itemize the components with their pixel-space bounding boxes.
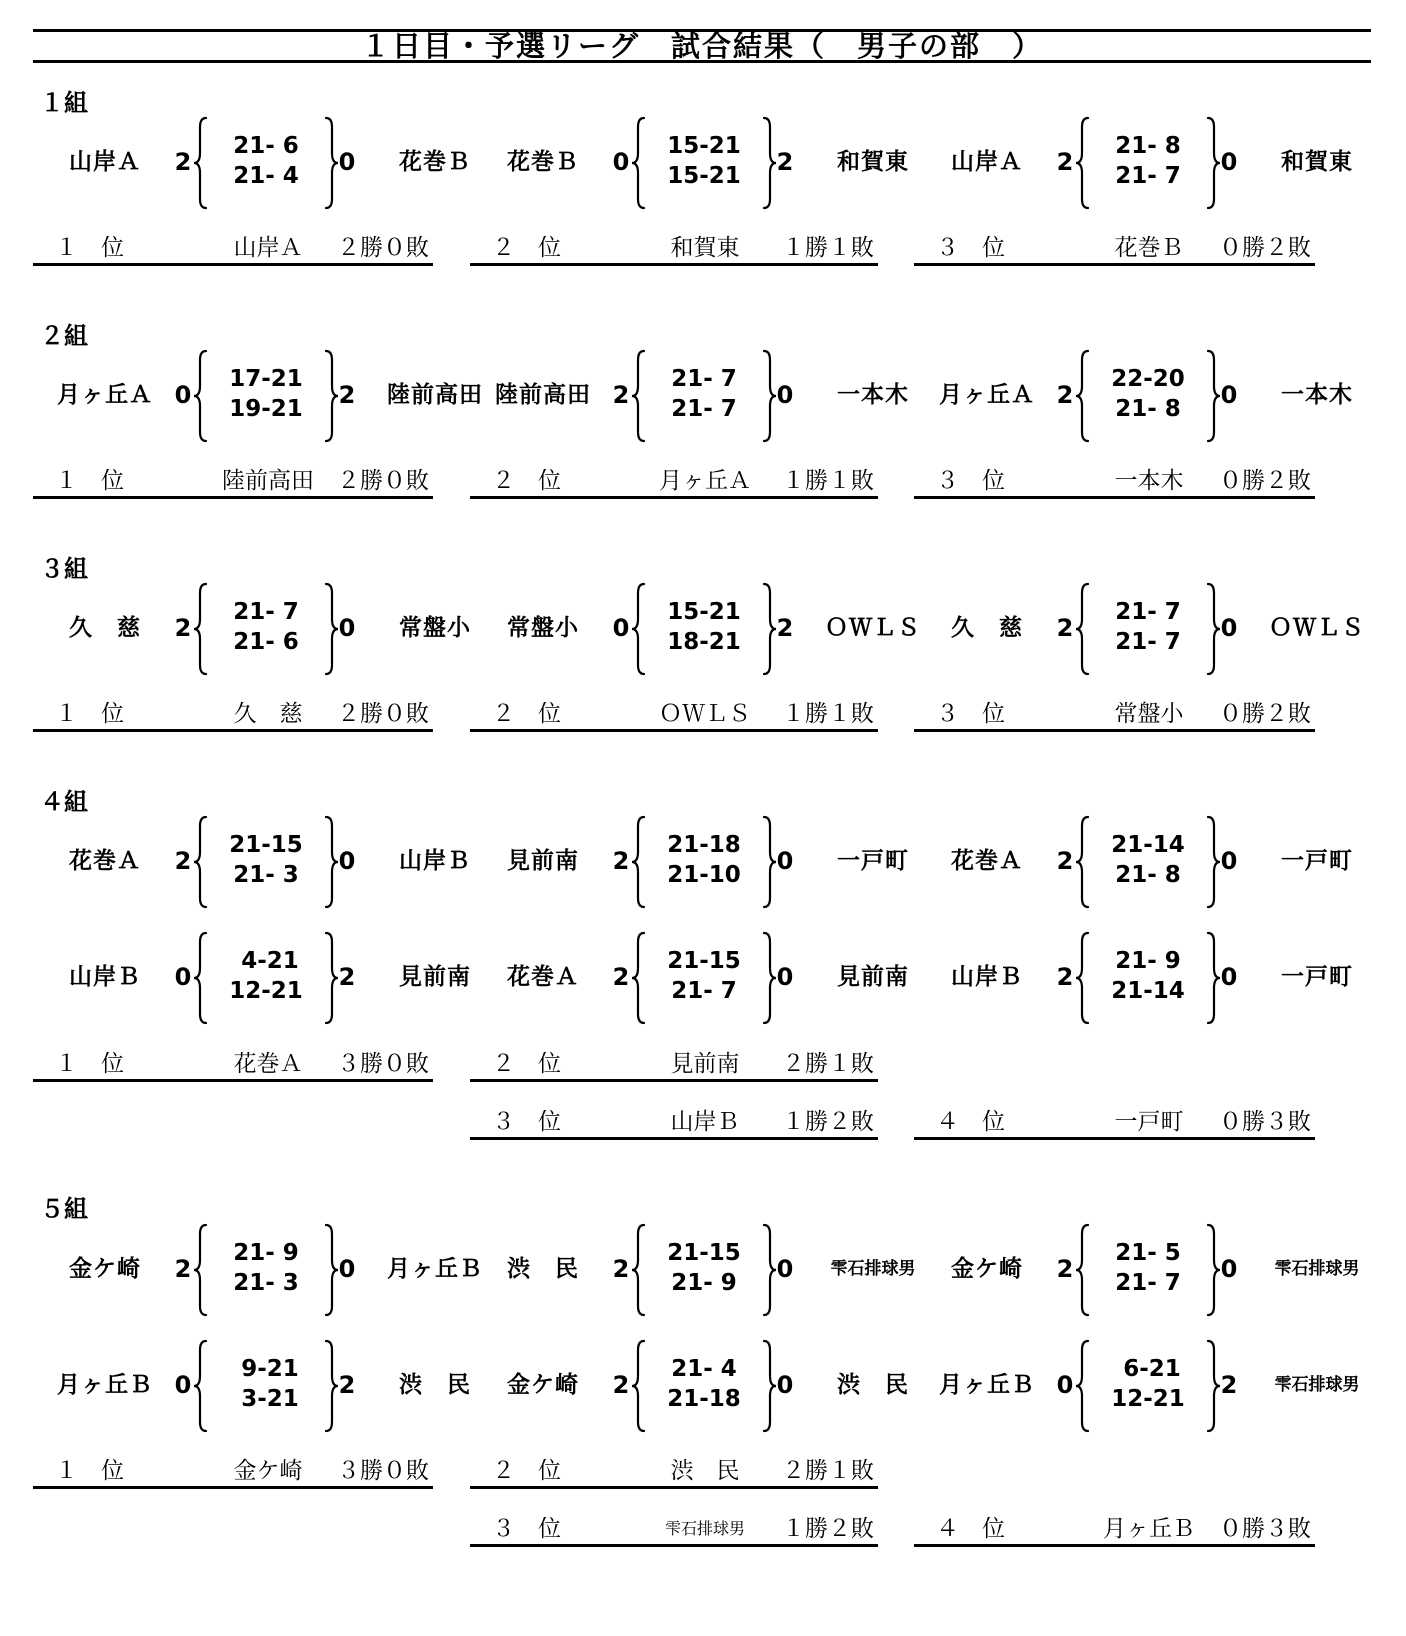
standing-record: ０勝２敗	[1219, 468, 1311, 494]
standing-team: ＯＷＬＳ	[659, 701, 751, 727]
standing-row	[914, 1107, 1315, 1140]
home-sets-won: 2	[1056, 963, 1074, 991]
home-sets-won: 0	[612, 614, 630, 642]
home-team: 金ケ崎	[507, 1372, 579, 1398]
left-brace-icon	[630, 930, 648, 1026]
set-score-1: 21-15	[667, 1240, 741, 1266]
standing-record: ０勝３敗	[1219, 1109, 1311, 1135]
away-team: ＯＷＬＳ	[1269, 615, 1365, 641]
away-team: 和賀東	[1281, 149, 1353, 175]
standing-row	[470, 466, 878, 499]
set-score-1: 21- 9	[1115, 948, 1181, 974]
match-result	[922, 581, 1365, 677]
home-team: 常盤小	[507, 615, 579, 641]
left-brace-icon	[1074, 115, 1092, 211]
home-sets-won: 2	[174, 847, 192, 875]
home-sets-won: 2	[612, 381, 630, 409]
left-brace-icon	[630, 1222, 648, 1318]
match-result	[478, 1222, 916, 1318]
standing-row	[33, 1456, 433, 1489]
away-team: 見前南	[399, 964, 471, 990]
standing-rank: ２ 位	[492, 468, 561, 494]
match-result	[40, 348, 483, 444]
away-sets-won: 0	[776, 381, 794, 409]
standing-team: 花巻Ｂ	[1114, 235, 1184, 261]
set-score-2: 3-21	[233, 1386, 299, 1412]
away-team: 一戸町	[1281, 848, 1353, 874]
home-team: 花巻Ａ	[951, 848, 1023, 874]
standing-record: ０勝２敗	[1219, 235, 1311, 261]
home-sets-won: 2	[612, 1371, 630, 1399]
away-sets-won: 2	[338, 963, 356, 991]
home-team: 金ケ崎	[69, 1256, 141, 1282]
standing-row	[470, 1049, 878, 1082]
standing-rank: ２ 位	[492, 701, 561, 727]
standing-rank: ３ 位	[936, 701, 1005, 727]
standing-rank: ４ 位	[936, 1109, 1005, 1135]
home-team: 山岸Ａ	[69, 149, 141, 175]
match-result	[922, 1338, 1360, 1434]
left-brace-icon	[1074, 814, 1092, 910]
standing-row	[914, 466, 1315, 499]
match-result	[478, 930, 909, 1026]
set-score-1: 21-14	[1111, 832, 1185, 858]
home-sets-won: 0	[612, 148, 630, 176]
away-team: 渋 民	[837, 1372, 909, 1398]
match-result	[40, 115, 471, 211]
standing-team: 月ヶ丘Ａ	[659, 468, 751, 494]
match-result	[478, 581, 921, 677]
home-sets-won: 2	[612, 1255, 630, 1283]
standing-row	[914, 233, 1315, 266]
standing-rank: ２ 位	[492, 1458, 561, 1484]
set-score-2: 21-14	[1111, 978, 1185, 1004]
standing-team: 見前南	[670, 1051, 740, 1077]
away-team: 見前南	[837, 964, 909, 990]
match-result	[478, 1338, 909, 1434]
left-brace-icon	[1074, 348, 1092, 444]
set-score-2: 21- 7	[1115, 163, 1181, 189]
standing-team: 久 慈	[233, 701, 303, 727]
away-sets-won: 0	[776, 847, 794, 875]
set-score-1: 21-18	[667, 832, 741, 858]
away-team: 花巻Ｂ	[399, 149, 471, 175]
home-sets-won: 2	[1056, 847, 1074, 875]
left-brace-icon	[192, 348, 210, 444]
away-sets-won: 2	[776, 148, 794, 176]
away-team: 雫石排球男	[830, 1259, 916, 1279]
standing-row	[914, 1514, 1315, 1547]
set-score-1: 21- 8	[1115, 133, 1181, 159]
standing-team: 雫石排球男	[664, 1519, 745, 1538]
away-team: 一本木	[1281, 382, 1353, 408]
group-label: ３組	[40, 555, 88, 583]
away-sets-won: 2	[338, 1371, 356, 1399]
standing-rank: １ 位	[55, 1458, 124, 1484]
standing-rank: １ 位	[55, 1051, 124, 1077]
set-score-2: 21- 7	[671, 396, 737, 422]
standing-record: ３勝０敗	[337, 1458, 429, 1484]
standing-team: 一本木	[1114, 468, 1184, 494]
set-score-1: 21- 9	[233, 1240, 299, 1266]
left-brace-icon	[630, 348, 648, 444]
group-label: ５組	[40, 1195, 88, 1223]
standing-record: １勝２敗	[782, 1109, 874, 1135]
set-score-1: 21- 7	[233, 599, 299, 625]
standing-row	[470, 1107, 878, 1140]
standing-record: ０勝２敗	[1219, 701, 1311, 727]
standing-rank: ３ 位	[936, 468, 1005, 494]
away-sets-won: 2	[776, 614, 794, 642]
set-score-2: 21- 7	[671, 978, 737, 1004]
standing-rank: ３ 位	[492, 1109, 561, 1135]
standing-row	[33, 699, 433, 732]
away-team: 一戸町	[837, 848, 909, 874]
standing-rank: ２ 位	[492, 1051, 561, 1077]
standing-row	[33, 233, 433, 266]
left-brace-icon	[192, 1338, 210, 1434]
standing-team: 山岸Ｂ	[670, 1109, 740, 1135]
set-score-1: 9-21	[233, 1356, 299, 1382]
set-score-2: 21- 7	[1115, 1270, 1181, 1296]
home-sets-won: 2	[174, 148, 192, 176]
match-result	[40, 1222, 483, 1318]
away-sets-won: 0	[338, 847, 356, 875]
standing-row	[470, 233, 878, 266]
set-score-2: 15-21	[667, 163, 741, 189]
away-sets-won: 2	[338, 381, 356, 409]
set-score-2: 21- 6	[233, 629, 299, 655]
set-score-2: 12-21	[1111, 1386, 1185, 1412]
match-result	[922, 115, 1353, 211]
match-result	[922, 814, 1353, 910]
standing-team: 山岸Ａ	[233, 235, 303, 261]
home-team: 山岸Ａ	[951, 149, 1023, 175]
standing-row	[33, 466, 433, 499]
match-result	[40, 930, 471, 1026]
away-team: 雫石排球男	[1274, 1259, 1360, 1279]
standing-team: 月ヶ丘Ｂ	[1103, 1516, 1195, 1542]
standing-record: １勝１敗	[782, 701, 874, 727]
standing-rank: ３ 位	[936, 235, 1005, 261]
away-sets-won: 0	[1220, 148, 1238, 176]
set-score-1: 21- 4	[671, 1356, 737, 1382]
left-brace-icon	[192, 115, 210, 211]
away-team: 和賀東	[837, 149, 909, 175]
away-sets-won: 0	[1220, 381, 1238, 409]
standing-row	[33, 1049, 433, 1082]
home-sets-won: 2	[174, 614, 192, 642]
away-team: 一戸町	[1281, 964, 1353, 990]
home-sets-won: 2	[1056, 381, 1074, 409]
standing-record: ３勝０敗	[337, 1051, 429, 1077]
home-team: 花巻Ｂ	[507, 149, 579, 175]
away-team: 常盤小	[399, 615, 471, 641]
home-team: 山岸Ｂ	[951, 964, 1023, 990]
away-team: 月ヶ丘Ｂ	[387, 1256, 483, 1282]
away-team: 雫石排球男	[1274, 1375, 1360, 1395]
away-sets-won: 0	[1220, 1255, 1238, 1283]
standing-team: 陸前高田	[222, 468, 314, 494]
away-team: 一本木	[837, 382, 909, 408]
standing-team: 花巻Ａ	[233, 1051, 303, 1077]
standing-team: 渋 民	[670, 1458, 740, 1484]
away-sets-won: 0	[1220, 963, 1238, 991]
home-sets-won: 2	[1056, 614, 1074, 642]
away-team: 陸前高田	[387, 382, 483, 408]
home-sets-won: 0	[174, 1371, 192, 1399]
standing-row	[470, 699, 878, 732]
set-score-1: 22-20	[1111, 366, 1185, 392]
away-team: ＯＷＬＳ	[825, 615, 921, 641]
left-brace-icon	[630, 814, 648, 910]
home-team: 山岸Ｂ	[69, 964, 141, 990]
away-sets-won: 0	[1220, 614, 1238, 642]
home-team: 渋 民	[507, 1256, 579, 1282]
set-score-2: 21-10	[667, 862, 741, 888]
standing-rank: ２ 位	[492, 235, 561, 261]
standing-rank: １ 位	[55, 468, 124, 494]
away-sets-won: 0	[1220, 847, 1238, 875]
home-sets-won: 0	[1056, 1371, 1074, 1399]
away-team: 渋 民	[399, 1372, 471, 1398]
home-sets-won: 2	[1056, 148, 1074, 176]
standing-record: ０勝３敗	[1219, 1516, 1311, 1542]
home-sets-won: 2	[174, 1255, 192, 1283]
group-label: ２組	[40, 322, 88, 350]
away-sets-won: 2	[1220, 1371, 1238, 1399]
set-score-2: 18-21	[667, 629, 741, 655]
home-sets-won: 0	[174, 381, 192, 409]
away-sets-won: 0	[338, 1255, 356, 1283]
away-sets-won: 0	[776, 1255, 794, 1283]
match-result	[478, 115, 909, 211]
set-score-1: 21-15	[229, 832, 303, 858]
set-score-1: 21- 5	[1115, 1240, 1181, 1266]
set-score-1: 21- 6	[233, 133, 299, 159]
standing-record: ２勝１敗	[782, 1051, 874, 1077]
left-brace-icon	[1074, 1222, 1092, 1318]
home-team: 月ヶ丘Ｂ	[939, 1372, 1035, 1398]
match-result	[40, 581, 471, 677]
home-sets-won: 2	[1056, 1255, 1074, 1283]
left-brace-icon	[630, 1338, 648, 1434]
standing-record: ２勝０敗	[337, 468, 429, 494]
home-team: 月ヶ丘Ｂ	[57, 1372, 153, 1398]
home-sets-won: 2	[612, 963, 630, 991]
standing-team: 一戸町	[1114, 1109, 1184, 1135]
home-team: 月ヶ丘Ａ	[57, 382, 153, 408]
match-result	[478, 348, 909, 444]
standing-team: 和賀東	[670, 235, 740, 261]
home-team: 陸前高田	[495, 382, 591, 408]
away-sets-won: 0	[338, 614, 356, 642]
set-score-2: 21- 8	[1115, 396, 1181, 422]
away-sets-won: 0	[338, 148, 356, 176]
home-team: 月ヶ丘Ａ	[939, 382, 1035, 408]
standing-record: １勝１敗	[782, 235, 874, 261]
left-brace-icon	[1074, 581, 1092, 677]
home-team: 花巻Ａ	[69, 848, 141, 874]
home-team: 金ケ崎	[951, 1256, 1023, 1282]
standing-rank: １ 位	[55, 235, 124, 261]
set-score-2: 21- 3	[233, 1270, 299, 1296]
set-score-1: 15-21	[667, 133, 741, 159]
standing-record: ２勝１敗	[782, 1458, 874, 1484]
set-score-1: 21-15	[667, 948, 741, 974]
left-brace-icon	[192, 1222, 210, 1318]
set-score-1: 6-21	[1115, 1356, 1181, 1382]
standing-record: ２勝０敗	[337, 701, 429, 727]
standing-record: １勝２敗	[782, 1516, 874, 1542]
standing-row	[914, 699, 1315, 732]
standing-rank: ３ 位	[492, 1516, 561, 1542]
set-score-2: 21- 8	[1115, 862, 1181, 888]
left-brace-icon	[1074, 1338, 1092, 1434]
set-score-2: 21- 9	[671, 1270, 737, 1296]
set-score-2: 19-21	[229, 396, 303, 422]
away-team: 山岸Ｂ	[399, 848, 471, 874]
home-team: 見前南	[507, 848, 579, 874]
set-score-2: 21- 3	[233, 862, 299, 888]
set-score-1: 17-21	[229, 366, 303, 392]
standing-rank: ４ 位	[936, 1516, 1005, 1542]
set-score-2: 21-18	[667, 1386, 741, 1412]
match-result	[40, 1338, 471, 1434]
set-score-1: 21- 7	[671, 366, 737, 392]
left-brace-icon	[630, 115, 648, 211]
page-title: １日目・予選リーグ 試合結果（ 男子の部 ）	[360, 29, 1043, 63]
set-score-1: 4-21	[233, 948, 299, 974]
left-brace-icon	[192, 814, 210, 910]
left-brace-icon	[1074, 930, 1092, 1026]
match-result	[922, 930, 1353, 1026]
set-score-2: 21- 4	[233, 163, 299, 189]
away-sets-won: 0	[776, 963, 794, 991]
set-score-1: 21- 7	[1115, 599, 1181, 625]
standing-record: １勝１敗	[782, 468, 874, 494]
match-result	[922, 1222, 1360, 1318]
standing-rank: １ 位	[55, 701, 124, 727]
left-brace-icon	[192, 930, 210, 1026]
home-sets-won: 2	[612, 847, 630, 875]
group-label: １組	[40, 89, 88, 117]
home-team: 久 慈	[951, 615, 1023, 641]
home-team: 久 慈	[69, 615, 141, 641]
match-result	[478, 814, 909, 910]
standing-row	[470, 1514, 878, 1547]
standing-team: 金ケ崎	[233, 1458, 303, 1484]
title-rule-bottom	[33, 60, 1371, 63]
left-brace-icon	[192, 581, 210, 677]
home-sets-won: 0	[174, 963, 192, 991]
set-score-2: 21- 7	[1115, 629, 1181, 655]
group-label: ４組	[40, 788, 88, 816]
left-brace-icon	[630, 581, 648, 677]
home-team: 花巻Ａ	[507, 964, 579, 990]
match-result	[40, 814, 471, 910]
standing-team: 常盤小	[1114, 701, 1184, 727]
set-score-2: 12-21	[229, 978, 303, 1004]
standing-record: ２勝０敗	[337, 235, 429, 261]
standing-row	[470, 1456, 878, 1489]
away-sets-won: 0	[776, 1371, 794, 1399]
set-score-1: 15-21	[667, 599, 741, 625]
match-result	[922, 348, 1353, 444]
